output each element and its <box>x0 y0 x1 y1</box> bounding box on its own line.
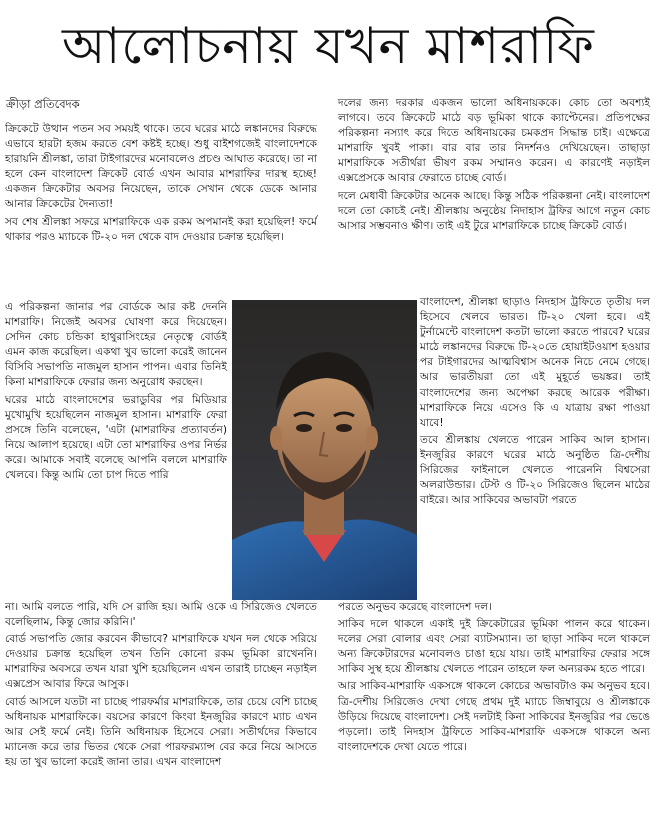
paragraph: ক্রিকেটে উত্থান পতন সব সময়ই থাকে। তবে ঘরের মাঠে লঙ্কানদের বিরুদ্ধে এভাবে হারটা হজম করতে বেশ কষ্টই হচ্ছে। শুধু বাইশগজেই বাংলাদেশকে হারায়নি শ্রীলঙ্কা, তারা টাইগারদের মনোবলেও প্রচণ্ড আঘাত করেছে। তা না হলে কেন বাংলাদেশ ক্রিকেট বোর্ড এখন আবার মাশরাফির দারস্থ হচ্ছে! একজন ক্রিকেটার অবসর নিয়েছেন, তাকে সেখান থেকে ডেকে আনার আনার ক্রিকেটের দৈন্যতা! <box>5 123 317 211</box>
paragraph: দলে মেধাবী ক্রিকেটার অনেক আছে। কিন্তু সঠিক পরিকল্পনা নেই। বাংলাদেশ দলে তো কোচই নেই। শ্রীলঙ্কায় অনুষ্ঠেয় নিদাহাস ট্রফির আগে নতুন কোচ আসার সম্ভবনাও ক্ষীণ। তাই এই টুরে মাশরাফিকে চাচ্ছে ক্রিকেট বোর্ড। <box>338 189 650 232</box>
paragraph: বোর্ড আসলে যতটা না চাচ্ছে পারফর্মার মাশরাফিকে, তার চেয়ে বেশি চাচ্ছে অধিনায়ক মাশরাফিকে। বয়সের কারণে কিংবা ইনজুরির কারণে ম্যাচ এখন আর সেই ফর্মে নেই। তিনি অধিনায়ক হিসেবে সেরা। সতীর্থদের কিভাবে ম্যানেজ করে তার ভিতর থেকে সেরা পারফরম্যান্স বের করে নিয়ে আসতে হয় তা খুব ভালো করেই জানা তার। এখন বাংলাদেশ <box>5 695 317 768</box>
paragraph: সব শেষ শ্রীলঙ্কা সফরে মাশরাফিকে এক রকম অপমানই করা হয়েছিল! ফর্মে থাকার পরও ম্যাচকে টি-২০ দল থেকে বাদ দেওয়ার চক্রান্ত হয়েছিল। <box>5 215 317 243</box>
paragraph: আর সাকিব-মাশরাফি একসঙ্গে থাকলে কোচের অভাবটাও কম অনুভব হবে। ত্রি-দেশীয় সিরিজেও দেখা গেছে প্রথম দুই ম্যাচে জিম্বাবুয়ে ও শ্রীলঙ্কাকে উড়িয়ে দিয়েছে বাংলাদেশ। সেই দলটাই কিনা সাকিবের ইনজুরির পর ভেঙে পড়লো। তাই নিদহাস ট্রফিতে সাকিব-মাশরাফি একসঙ্গে থাকলে অন্য বাংলাদেশকে দেখা যেতে পারে। <box>338 680 650 753</box>
right-column-bottom <box>338 600 650 757</box>
player-portrait-image <box>232 300 417 600</box>
paragraph: পরতে অনুভব করেছে বাংলাদেশ দল। <box>338 601 492 613</box>
paragraph: সাকিব দলে থাকলে একাই দুই ক্রিকেটারের ভূমিকা পালন করে থাকেন। দলের সেরা বোলার এবং সেরা ব্যাটসম্যান। তা ছাড়া সাকিব দলে থাকলে অন্য ক্রিকেটারদের মনোবলও চাঙা হয়ে যায়। তাই মাশরাফির ফেরার সঙ্গে সাকিব সুস্থ হয়ে শ্রীলঙ্কায় খেলতে পারেন তাহলে ফল অন্যরকম হতে পারে। <box>338 618 650 676</box>
paragraph: বাংলাদেশ, শ্রীলঙ্কা ছাড়াও নিদহাস ট্রফিতে তৃতীয় দল হিসেবে খেলবে ভারত। টি-২০ খেলা হবে। এই টুর্নামেন্টে বাংলাদেশ কতটা ভালো করতে পারবে? ঘরের মাঠে লঙ্কানদের বিরুদ্ধে টি-২০তে হোয়াইটওয়াশ হওয়ার পর টাইগারদের আত্মবিশ্বাস অনেক নিচে নেমে গেছে। আর ভারতীয়রা তো এই মুহূর্তে ভয়ঙ্কর। তাই বাংলাদেশের জন্য অপেক্ষা করছে আরেক পরীক্ষা। মাশরাফিকে নিয়ে এসেও কি এ যাত্রায় রক্ষা পাওয়া যাবে! <box>420 296 650 429</box>
player-photo <box>232 300 417 600</box>
left-wrap-text <box>5 300 227 485</box>
paragraph: দলের জন্য দরকার একজন ভালো অধিনায়ককে। কোচ তো অবশ্যই লাগবে। তবে ক্রিকেটে মাঠে বড় ভূমিকা থাকে ক্যাপ্টেনের। প্রতিপক্ষের পরিকল্পনা নস্যাৎ করে দিতে অধিনায়কের চমকপ্রদ সিদ্ধান্ত চাই। এক্ষেত্রে মাশরাফি খুবই পাকা। বার বার তার নিদর্শনও দেখিয়েছেন। তাছাড়া মাশরাফিকে সতীর্থরা ভীষণ রকম সম্মানও করেন। এ কারণেই নড়াইল এক্সপ্রেসকে আবার ফেরাতে চাচ্ছে বোর্ড। <box>338 97 650 185</box>
right-column-top <box>338 96 650 236</box>
byline: ক্রীড়া প্রতিবেদক <box>6 97 80 111</box>
paragraph: এ পরিকল্পনা জানার পর বোর্ডকে আর কষ্ট দেননি মাশরাফি। নিজেই অবসর ঘোষণা করে দিয়েছেন। সেদিন কোচ চন্ডিকা হাথুরাসিংহের নেতৃত্বে বোর্ডই এমন কাজ করেছিল। একথা খুব ভালো করেই জানেন বিসিবি সভাপতি নাজমুল হাসান পাপন। এবার তিনিই কিনা মাশরাফিকে ফেরার জন্য অনুরোধ করছেন। <box>5 301 227 389</box>
right-wrap-text <box>420 295 650 510</box>
headline: আলোচনায় যখন মাশরাফি <box>62 17 595 75</box>
paragraph: বোর্ড সভাপতি জোর করবেন কীভাবে? মাশরাফিকে যখন দল থেকে সরিয়ে দেওয়ার চক্রান্ত হয়েছিল তখন তিনি কোনো রকম ভূমিকা রাখেননি। মাশরাফির অবসরে তখন যারা খুশি হয়েছিলেন এখন তারাই চাচ্ছেন নড়াইল এক্সপ্রেস আবার ফিরে আসুক। <box>5 633 317 691</box>
paragraph: ঘরের মাঠে বাংলাদেশের ভরাডুবির পর মিডিয়ার মুখোমুখি হয়েছিলেন নাজমুল হাসান। মাশরাফি ফেরা প্রসঙ্গে তিনি বলেছেন, 'এটা (মাশরাফির প্রত্যাবর্তন) নিয়ে আলাপ হয়েছে। এটা তো মাশরাফির ওপর নির্ভর করে। আমাকে সবাই বলেছে আপনি বললে মাশরাফি খেলবে। কিন্তু আমি তো চাপ দিতে পারি <box>5 393 227 482</box>
paragraph: তবে শ্রীলঙ্কায় খেলতে পারেন সাকিব আল হাসান। ইনজুরির কারণে ঘরের মাঠে অনুষ্ঠিত ত্রি-দেশীয় সিরিজের ফাইনালে খেলতে পারেননি বিশ্বসেরা অলরাউন্ডার। টেস্ট ও টি-২০ সিরিজেও ছিলেন মাঠের বাইরে। আর সাকিবের অভাবটা পরতে <box>420 433 650 507</box>
paragraph: না। আমি বলতে পারি, যদি সে রাজি হয়। আমি ওকে এ সিরিজেও খেলতে বলেছিলাম, কিন্তু জোর করিনি।' <box>5 601 317 629</box>
left-column-bottom <box>5 600 317 772</box>
left-column-top <box>5 122 317 247</box>
